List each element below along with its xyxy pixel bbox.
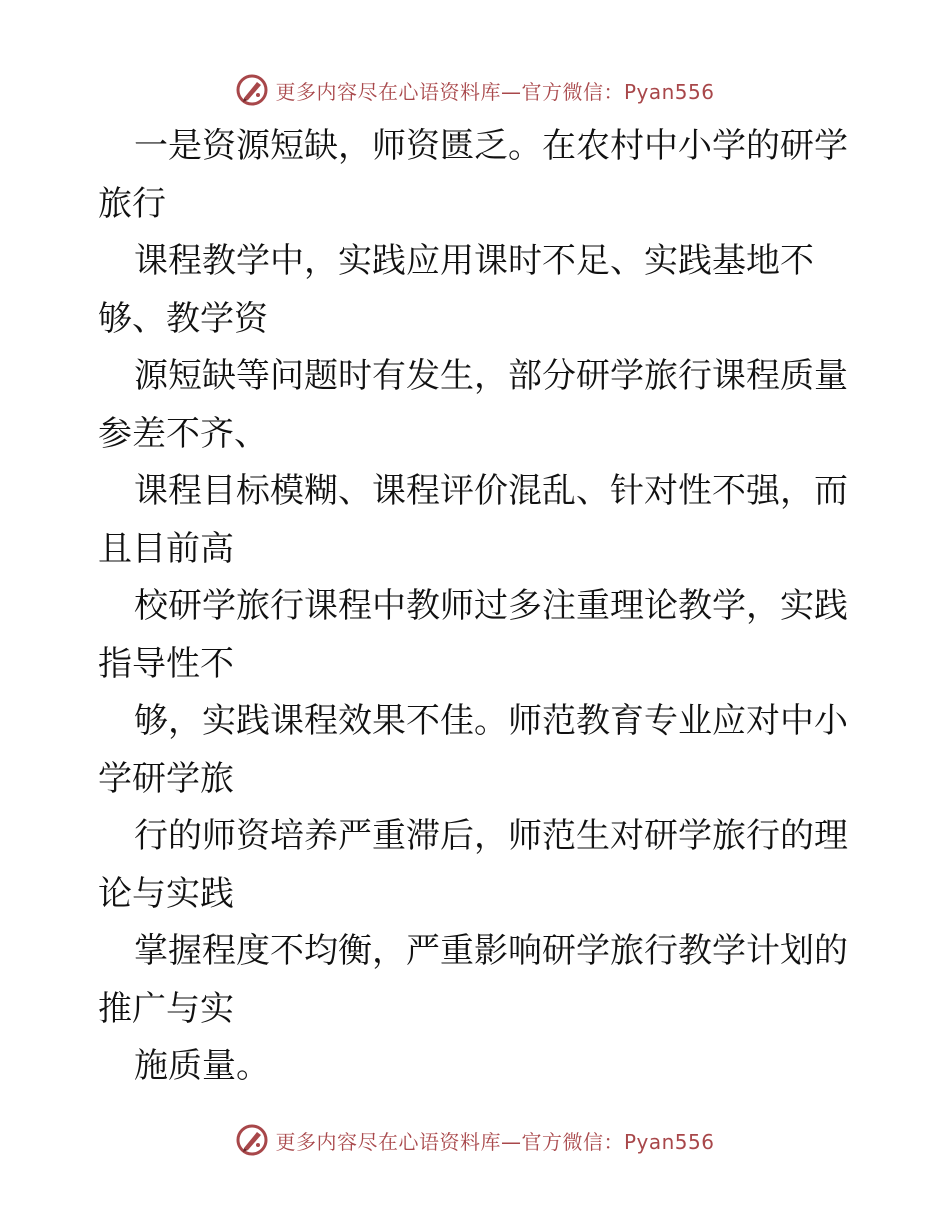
text-line: 够，实践课程效果不佳。师范教育专业应对中小 (134, 701, 848, 741)
text-line: 指导性不 (98, 643, 234, 684)
text-line: 推广与实 (98, 988, 234, 1029)
text-line: 掌握程度不均衡，严重影响研学旅行教学计划的 (134, 931, 848, 971)
text-line: 源短缺等问题时有发生，部分研学旅行课程质量 (134, 356, 848, 396)
header-banner (0, 70, 950, 110)
body-paragraph (98, 118, 858, 1096)
footer-banner-text: 更多内容尽在心语资料库—官方微信：Pyan556 (275, 1129, 715, 1154)
footer-banner (0, 1120, 950, 1160)
text-line: 一是资源短缺，师资匮乏。在农村中小学的研学 (134, 126, 848, 166)
text-line: 施质量。 (134, 1046, 270, 1086)
text-line: 够、教学资 (98, 298, 268, 339)
pen-in-circle-logo-icon (235, 1123, 269, 1157)
text-line: 学研学旅 (98, 758, 234, 799)
text-line: 校研学旅行课程中教师过多注重理论教学，实践 (134, 586, 848, 626)
text-line: 行的师资培养严重滞后，师范生对研学旅行的理 (134, 816, 848, 856)
text-line: 课程教学中，实践应用课时不足、实践基地不 (134, 241, 814, 281)
pen-in-circle-logo-icon (235, 73, 269, 107)
text-line: 旅行 (98, 183, 166, 224)
text-line: 且目前高 (98, 528, 234, 569)
text-line: 课程目标模糊、课程评价混乱、针对性不强，而 (134, 471, 848, 511)
text-line: 参差不齐、 (98, 413, 268, 454)
header-banner-text: 更多内容尽在心语资料库—官方微信：Pyan556 (275, 79, 715, 104)
text-line: 论与实践 (98, 873, 234, 914)
